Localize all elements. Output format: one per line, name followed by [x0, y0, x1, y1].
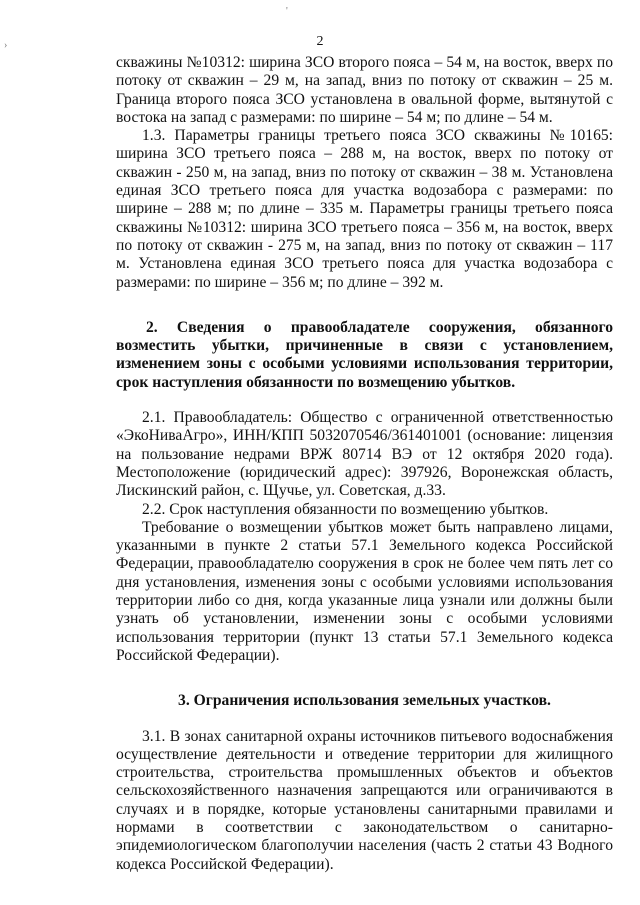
- spacer: [116, 292, 613, 319]
- spacer: [116, 392, 613, 409]
- page-number: 2: [316, 34, 324, 49]
- scan-mark: ': [286, 6, 288, 17]
- paragraph: 1.3. Параметры границы третьего пояса ЗСО скважины №10165: ширина ЗСО третьего пояса – 288 м, на восток, вверх по потоку от скважин - 250 м, на запад, вниз по потоку от скважин – 38 м. Установлена единая ЗСО третьего пояса для участка водозабора с размерами: по ширине – 288 м; по длине – 335 м. Параметры границы третьего пояса скважины №10312: ширина ЗСО третьего пояса – 356 м, на восток, вверх по потоку от скважин - 275 м, на запад, вниз по потоку от скважин – 117 м. Установлена единая ЗСО третьего пояса для участка водозабора с размерами: по ширине – 356 м; по длине – 392 м.: [116, 127, 613, 291]
- paragraph: Требование о возмещении убытков может быть направлено лицами, указанными в пункте 2 статьи 57.1 Земельного кодекса Российской Федерации, правообладателю сооружения в срок не более чем пять лет со дня установления, изменения зоны с особыми условиями использования территории либо со дня, когда указанные лица узнали или должны были узнать об установлении, изменении зоны с особыми условиями использования территории (пункт 13 статьи 57.1 Земельного кодекса Российской Федерации).: [116, 518, 613, 664]
- document-body: [116, 54, 613, 874]
- section-heading: 3. Ограничения использования земельных участков.: [178, 692, 551, 710]
- paragraph: 2.2. Срок наступления обязанности по возмещению убытков.: [142, 500, 549, 518]
- section-heading: 2. Сведения о правообладателе сооружения, обязанного возместить убытки, причиненные в связи с установлением, изменением зоны с особыми условиями использования территории, срок наступления обязанности по возмещению убытков.: [116, 318, 613, 391]
- paragraph: скважины №10312: ширина ЗСО второго пояса – 54 м, на восток, вверх по потоку от скважин – 29 м, на запад, вниз по потоку от скважин – 25 м. Граница второго пояса ЗСО установлена в овальной форме, вытянутой с востока на запад с размерами: по ширине – 54 м; по длине – 54 м.: [116, 54, 613, 126]
- spacer: [116, 711, 613, 728]
- paragraph: 2.1. Правообладатель: Общество с ограниченной ответственностью «ЭкоНиваАгро», ИНН/КПП 5032070546/361401001 (основание: лицензия на пользование недрами ВРЖ 80714 ВЭ от 12 октября 2020 года). Местоположение (юридический адрес): 397926, Воронежская область, Лискинский район, с. Щучье, ул. Советская, д.33.: [116, 409, 613, 500]
- spacer: [116, 665, 613, 692]
- scan-mark: ›: [4, 40, 8, 51]
- paragraph: 3.1. В зонах санитарной охраны источников питьевого водоснабжения осуществление деятельности и отведение территории для жилищного строительства, строительства промышленных объектов и объектов сельскохозяйственного назначения запрещаются или ограничиваются в случаях и в порядке, которые установлены санитарными правилами и нормами в соответствии с законодательством о санитарно-эпидемиологическом благополучии населения (часть 2 статьи 43 Водного кодекса Российской Федерации).: [116, 727, 613, 873]
